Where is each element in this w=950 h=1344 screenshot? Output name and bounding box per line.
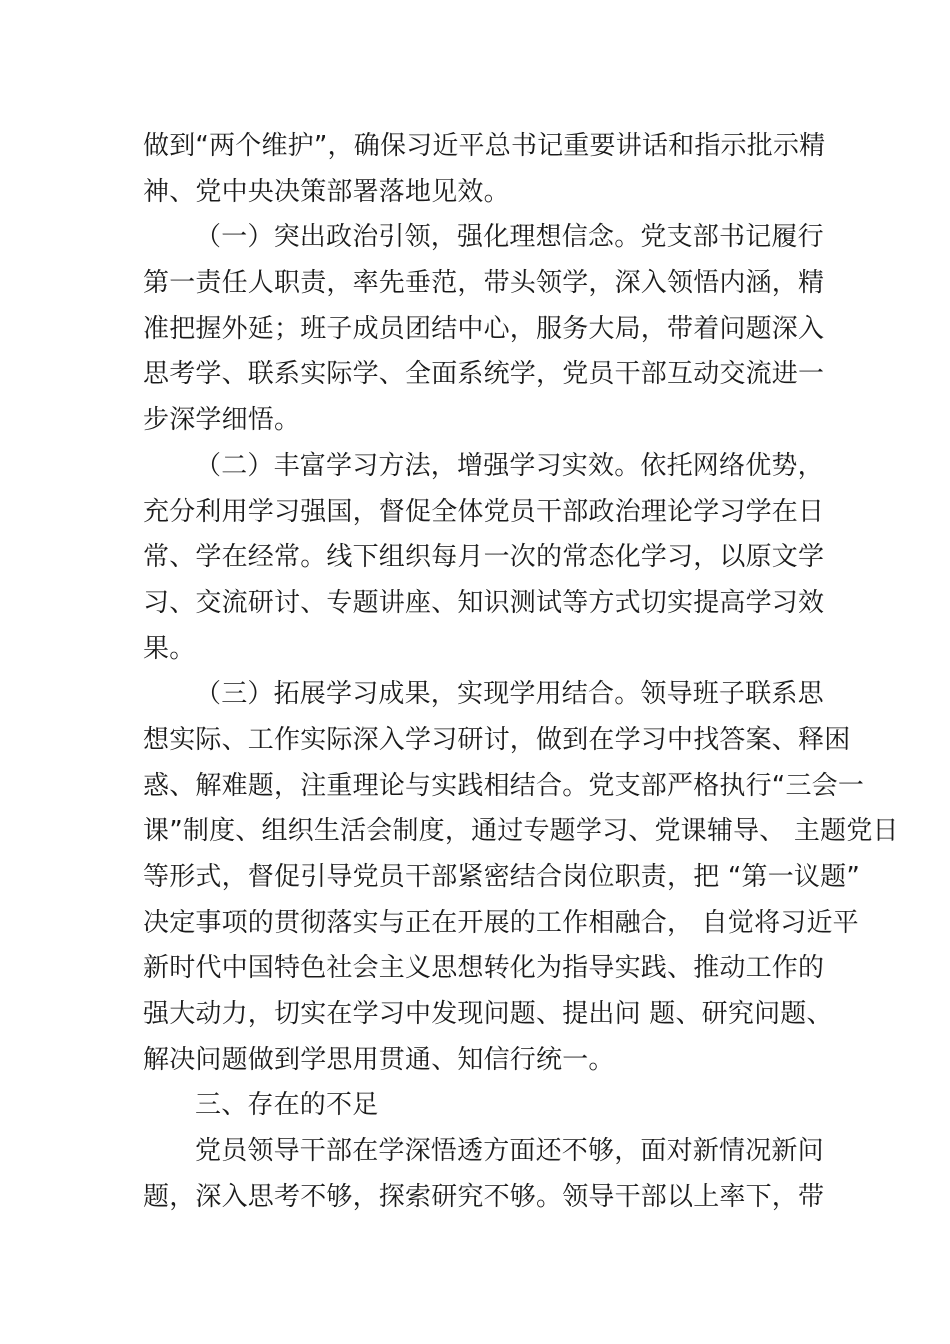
text-line: 等形式，督促引导党员干部紧密结合岗位职责，把 “第一议题” (143, 862, 861, 892)
chapter-heading: 三、存在的不足 (195, 1090, 379, 1121)
text-line: 题，深入思考不够，探索研究不够。领导干部以上率下，带 (143, 1181, 825, 1212)
text-line: 惑、解难题，注重理论与实践相结合。党支部严格执行“三会一 (143, 770, 865, 801)
text-line: 步深学细悟。 (143, 405, 301, 436)
document-body (143, 124, 899, 1221)
text-line: 果。 (143, 633, 196, 664)
text-line: 习、交流研讨、专题讲座、知识测试等方式切实提高学习效 (143, 587, 825, 618)
section-heading-line: （二）丰富学习方法，增强学习实效。依托网络优势， (195, 450, 824, 481)
text-line: 第一责任人职责，率先垂范，带头领学，深入领悟内涵，精 (143, 268, 825, 299)
section-heading-line: （三）拓展学习成果，实现学用结合。领导班子联系思 (195, 679, 824, 710)
text-line: 充分利用学习强国，督促全体党员干部政治理论学习学在日 (143, 496, 825, 527)
text-line: 党员领导干部在学深悟透方面还不够，面对新情况新问 (195, 1136, 824, 1167)
text-line: 常、学在经常。线下组织每月一次的常态化学习，以原文学 (143, 542, 825, 573)
text-line: 做到“两个维护”，确保习近平总书记重要讲话和指示批示精 (143, 131, 826, 161)
text-line: 想实际、工作实际深入学习研讨，做到在学习中找答案、释困 (143, 724, 851, 755)
section-heading-line: （一）突出政治引领，强化理想信念。党支部书记履行 (195, 222, 824, 253)
text-line: 新时代中国特色社会主义思想转化为指导实践、推动工作的 (143, 953, 825, 984)
text-line: 解决问题做到学思用贯通、知信行统一。 (143, 1044, 615, 1075)
text-line: 决定事项的贯彻落实与正在开展的工作相融合， 自觉将习近平 (143, 907, 859, 938)
text-line: 准把握外延；班子成员团结中心，服务大局，带着问题深入 (143, 313, 825, 344)
text-line: 神、党中央决策部署落地见效。 (143, 176, 510, 207)
text-line: 思考学、联系实际学、全面系统学，党员干部互动交流进一 (143, 359, 825, 390)
text-line: 课”制度、组织生活会制度，通过专题学习、党课辅导、 主题党日 (143, 816, 899, 847)
text-line: 强大动力，切实在学习中发现问题、提出问 题、研究问题、 (143, 999, 833, 1030)
